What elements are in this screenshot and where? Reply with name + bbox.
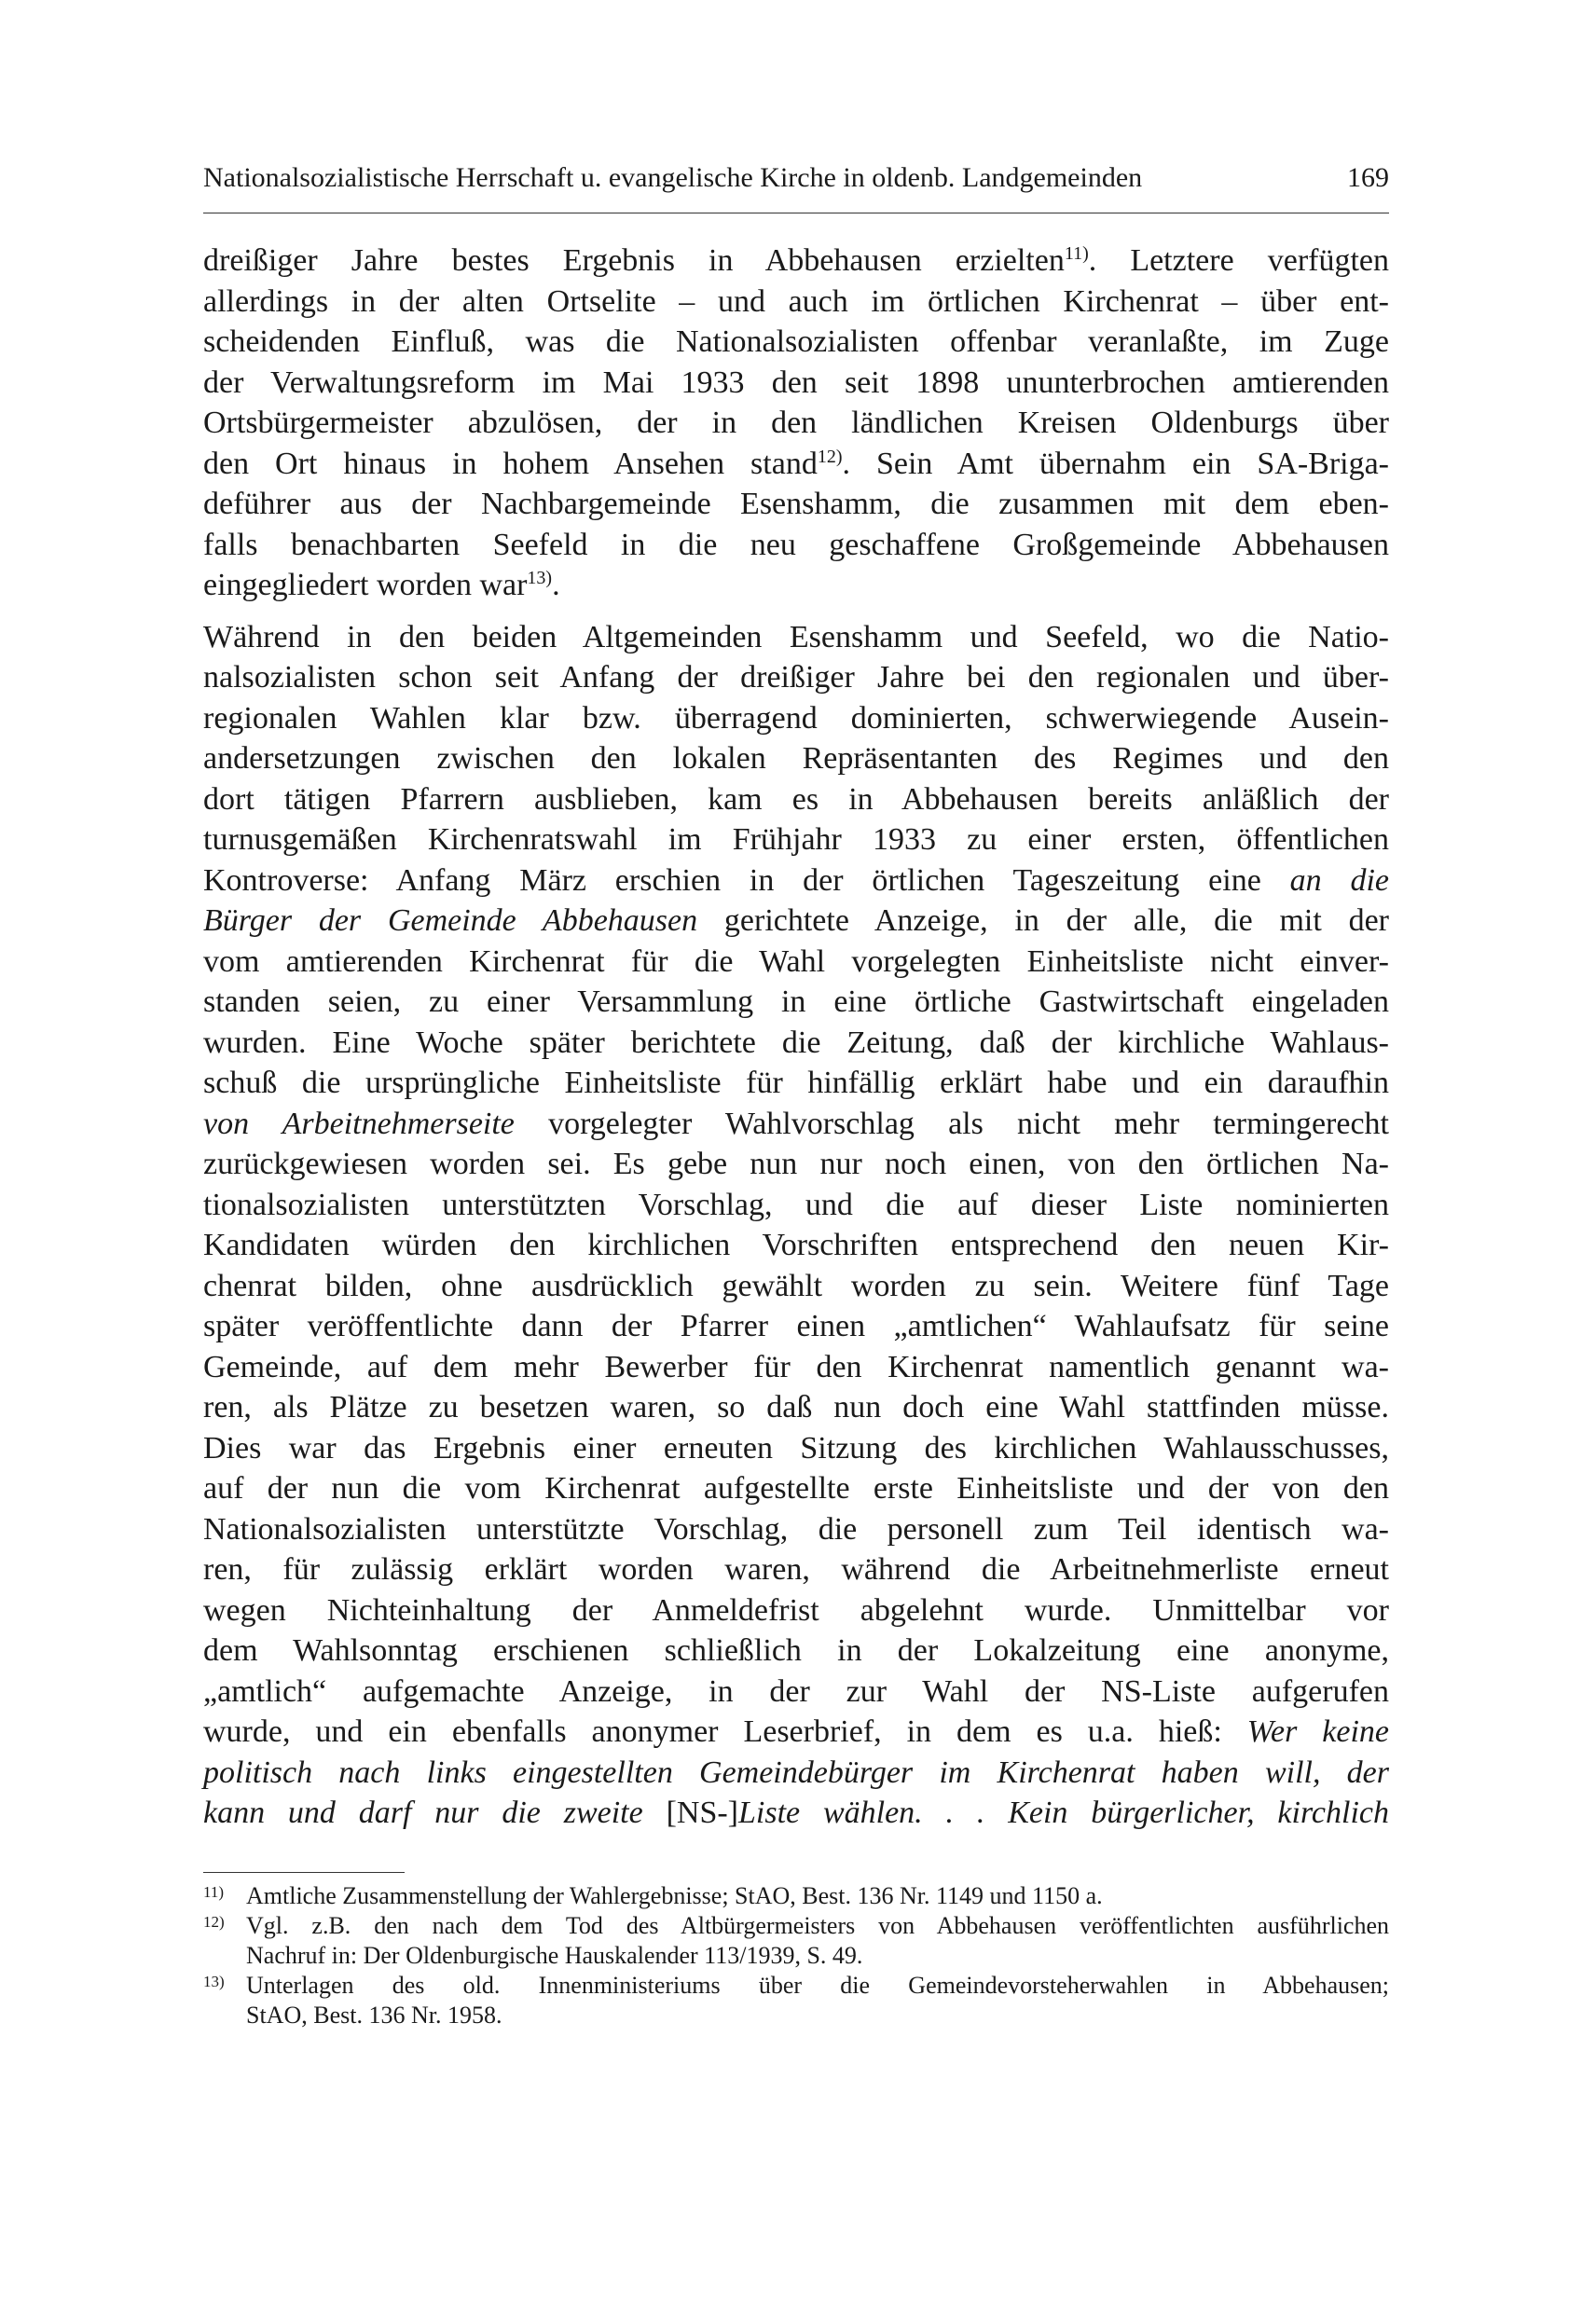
text-line: scheidenden Einfluß, was die Nationalsozialisten offenbar veranlaßte, im Zuge [203,324,1389,359]
footnote-text [246,1881,1389,1911]
text-line: Nationalsozialisten unterstützte Vorschlag, die personell zum Teil identisch wa- [203,1511,1389,1547]
text-line [203,1712,1389,1753]
text-line: dort tätigen Pfarrern ausblieben, kam es in Abbehausen bereits anläßlich der [203,781,1389,817]
paragraph-2 [203,617,1389,1834]
footnote-text [246,1911,1389,1971]
text-line: falls benachbarten Seefeld in die neu geschaffene Großgemeinde Abbehausen [203,527,1389,562]
footnote-text [246,1971,1389,2030]
text-line: nalsozialisten schon seit Anfang der dreißiger Jahre bei den regionalen und über- [203,660,1389,695]
text-line: allerdings in der alten Ortselite – und auch im örtlichen Kirchenrat – über ent- [203,283,1389,319]
footnote-line: Nachruf in: Der Oldenburgische Hauskalender 113/1939, S. 49. [246,1942,863,1969]
text-line [203,565,1389,606]
line-text: den Ort hinaus in hohem Ansehen stand [203,446,818,481]
line-text: dreißiger Jahre bestes Ergebnis in Abbehausen erzielten [203,243,1065,278]
text-line: Ortsbürgermeister abzulösen, der in den ländlichen Kreisen Oldenburgs über [203,406,1389,440]
footnote-ref[interactable]: 11) [1064,243,1089,264]
running-head-title: Nationalsozialistische Herrschaft u. evangelische Kirche in oldenb. Landgemeinden [203,162,1143,193]
text-line: ren, als Plätze zu besetzen waren, so daß nun doch eine Wahl stattfinden müsse. [203,1390,1389,1424]
line-text: wurde, und ein ebenfalls anonymer Leserbrief, in dem es u.a. hieß: [203,1714,1247,1749]
line-text: vorgelegter Wahlvorschlag als nicht mehr termingerecht [514,1106,1389,1141]
line-text: . Letztere verfügten [1088,243,1389,278]
text-line [203,444,1389,485]
text-line: chenrat bilden, ohne ausdrücklich gewählt worden zu sein. Weitere fünf Tage [203,1268,1389,1303]
text-line [203,1793,1389,1834]
text-line: „amtlich“ aufgemachte Anzeige, in der zur Wahl der NS-Liste aufgerufen [203,1673,1389,1709]
line-text: gerichtete Anzeige, in der alle, die mit der [697,903,1389,938]
paragraph-1 [203,241,1389,606]
italic-quote: an die [1289,862,1390,898]
footnote-ref[interactable]: 12) [817,446,843,467]
text-line: Kandidaten würden den kirchlichen Vorschriften entsprechend den neuen Kir- [203,1228,1389,1262]
line-text: . Sein Amt übernahm ein SA-Briga- [842,446,1390,481]
text-line: wurden. Eine Woche später berichtete die Zeitung, daß der kirchliche Wahlaus- [203,1025,1389,1060]
footnote-11 [203,1881,1389,1911]
line-text: Kontroverse: Anfang März erschien in der örtlichen Tageszeitung eine [203,862,1290,898]
italic-quote: Wer keine [1246,1714,1389,1749]
footnote-ref[interactable]: 13) [527,568,553,588]
text-line: standen seien, zu einer Versammlung in eine örtliche Gastwirtschaft eingeladen [203,984,1389,1019]
line-text: eingegliedert worden war [203,568,528,602]
text-line: vom amtierenden Kirchenrat für die Wahl vorgelegten Einheitsliste nicht einver- [203,943,1389,979]
italic-quote: Liste wählen. . . Kein bürgerlicher, kirchlich [738,1796,1389,1830]
text-line: dem Wahlsonntag erschienen schließlich in der Lokalzeitung eine anonyme, [203,1633,1389,1668]
text-line [203,1104,1389,1145]
page-number: 169 [1347,162,1389,193]
text-line: schuß die ursprüngliche Einheitsliste für hinfällig erklärt habe und ein daraufhin [203,1066,1389,1100]
footnote-line: StAO, Best. 136 Nr. 1958. [246,2002,502,2029]
text-line: Gemeinde, auf dem mehr Bewerber für den Kirchenrat namentlich genannt wa- [203,1349,1389,1384]
text-line: der Verwaltungsreform im Mai 1933 den seit 1898 ununterbrochen amtierenden [203,365,1389,400]
text-line: Während in den beiden Altgemeinden Esenshamm und Seefeld, wo die Natio- [203,619,1389,654]
text-line [203,1753,1389,1794]
text-line: wegen Nichteinhaltung der Anmeldefrist abgelehnt wurde. Unmittelbar vor [203,1592,1389,1628]
text-line: deführer aus der Nachbargemeinde Esenshamm, die zusammen mit dem eben- [203,487,1389,521]
line-text: . [552,568,560,602]
italic-quote: von Arbeitnehmerseite [203,1106,515,1141]
text-line: zurückgewiesen worden sei. Es gebe nun nur noch einen, von den örtlichen Na- [203,1147,1389,1181]
footnote-13 [203,1971,1389,2030]
italic-quote: Bürger der Gemeinde Abbehausen [203,903,698,938]
text-line: andersetzungen zwischen den lokalen Repräsentanten des Regimes und den [203,741,1389,776]
italic-quote: politisch nach links eingestellten Gemeindebürger im Kirchenrat haben will, der [203,1755,1389,1790]
footnote-line: Amtliche Zusammenstellung der Wahlergebnisse; StAO, Best. 136 Nr. 1149 und 1150 a. [246,1882,1103,1909]
footnote-line: Vgl. z.B. den nach dem Tod des Altbürgermeisters von Abbehausen veröffentlichten ausführlichen [246,1912,1389,1939]
footnote-number: 11) [203,1883,225,1901]
footnote-line: Unterlagen des old. Innenministeriums über die Gemeindevorsteherwahlen in Abbehausen; [246,1972,1389,1999]
text-line [203,901,1389,942]
text-line: Dies war das Ergebnis einer erneuten Sitzung des kirchlichen Wahlausschusses, [203,1430,1389,1466]
text-line [203,241,1389,282]
footnote-number: 13) [203,1973,225,1990]
footnote-number: 12) [203,1913,225,1931]
text-line: später veröffentlichte dann der Pfarrer einen „amtlichen“ Wahlaufsatz für seine [203,1309,1389,1343]
text-line: turnusgemäßen Kirchenratswahl im Frühjahr 1933 zu einer ersten, öffentlichen [203,822,1389,857]
text-line: regionalen Wahlen klar bzw. überragend dominierten, schwerwiegende Ausein- [203,700,1389,736]
editorial-insertion: [NS-] [666,1796,738,1830]
italic-quote: kann und darf nur die zweite [203,1796,667,1830]
footnote-12 [203,1911,1389,1971]
text-line: tionalsozialisten unterstützten Vorschlag, und die auf dieser Liste nominierten [203,1187,1389,1222]
running-head [203,158,1389,198]
text-line: auf der nun die vom Kirchenrat aufgestellte erste Einheitsliste und der von den [203,1471,1389,1506]
text-line: ren, für zulässig erklärt worden waren, während die Arbeitnehmerliste erneut [203,1552,1389,1587]
footnote-rule [203,1872,405,1873]
footnotes [203,1881,1389,2030]
text-line [203,860,1389,901]
paragraph-gap [203,606,1389,617]
body-text [203,241,1389,1834]
